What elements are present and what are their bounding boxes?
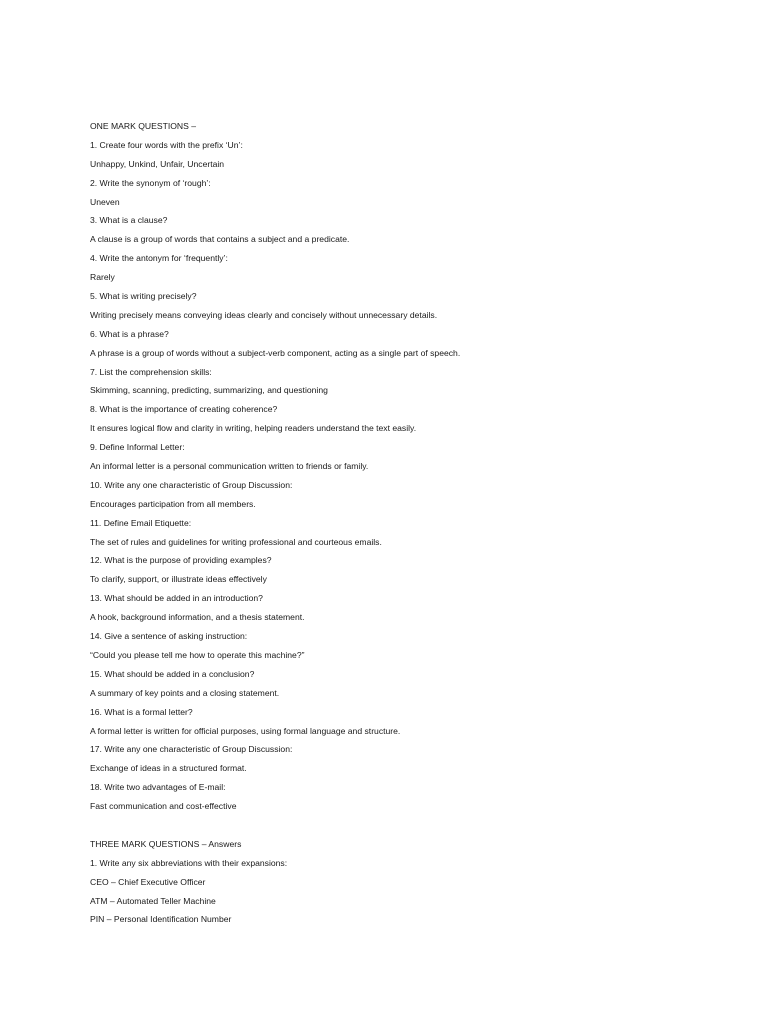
answer: Exchange of ideas in a structured format.	[90, 763, 247, 774]
question: 3. What is a clause?	[90, 215, 168, 226]
question: 4. Write the antonym for ‘frequently’:	[90, 253, 228, 264]
abbreviation-item: CEO – Chief Executive Officer	[90, 876, 206, 887]
question: 12. What is the purpose of providing examples?	[90, 555, 272, 566]
answer: Skimming, scanning, predicting, summarizing, and questioning	[90, 385, 328, 396]
answer: Uneven	[90, 196, 120, 207]
question: 14. Give a sentence of asking instruction:	[90, 631, 248, 642]
question: 1. Write any six abbreviations with their expansions:	[90, 857, 288, 868]
abbreviation-item: ATM – Automated Teller Machine	[90, 895, 216, 906]
question: 17. Write any one characteristic of Group Discussion:	[90, 744, 293, 755]
document-content	[90, 117, 710, 929]
answer: The set of rules and guidelines for writing professional and courteous emails.	[90, 536, 382, 547]
answer: A phrase is a group of words without a subject-verb component, acting as a single part of speech.	[90, 347, 461, 358]
question: 10. Write any one characteristic of Group Discussion:	[90, 479, 293, 490]
section-spacer	[90, 816, 710, 835]
answer: Fast communication and cost-effective	[90, 801, 237, 812]
question: 5. What is writing precisely?	[90, 291, 197, 302]
answer: It ensures logical flow and clarity in writing, helping readers understand the text easily.	[90, 423, 417, 434]
answer: Encourages participation from all members.	[90, 498, 256, 509]
question: 18. Write two advantages of E-mail:	[90, 782, 226, 793]
question: 9. Define Informal Letter:	[90, 442, 185, 453]
section-heading: THREE MARK QUESTIONS – Answers	[90, 838, 242, 849]
answer: “Could you please tell me how to operate this machine?”	[90, 649, 305, 660]
answer: An informal letter is a personal communication written to friends or family.	[90, 461, 369, 472]
answer: Unhappy, Unkind, Unfair, Uncertain	[90, 158, 225, 169]
answer: A summary of key points and a closing statement.	[90, 687, 280, 698]
section-heading: ONE MARK QUESTIONS –	[90, 121, 197, 131]
question: 16. What is a formal letter?	[90, 706, 193, 717]
question: 11. Define Email Etiquette:	[90, 517, 192, 528]
question: 13. What should be added in an introduction?	[90, 593, 263, 604]
answer: A formal letter is written for official purposes, using formal language and structure.	[90, 725, 401, 736]
answer: A clause is a group of words that contains a subject and a predicate.	[90, 234, 350, 245]
answer: To clarify, support, or illustrate ideas effectively	[90, 574, 267, 585]
question: 7. List the comprehension skills:	[90, 366, 212, 377]
question: 15. What should be added in a conclusion?	[90, 668, 255, 679]
answer: A hook, background information, and a thesis statement.	[90, 612, 305, 623]
question: 8. What is the importance of creating coherence?	[90, 404, 278, 415]
answer: Writing precisely means conveying ideas clearly and concisely without unnecessary details.	[90, 309, 438, 320]
abbreviation-item: PIN – Personal Identification Number	[90, 914, 232, 925]
question: 2. Write the synonym of ‘rough’:	[90, 177, 211, 188]
question: 1. Create four words with the prefix ‘Un’:	[90, 139, 243, 150]
answer: Rarely	[90, 272, 115, 283]
question: 6. What is a phrase?	[90, 328, 169, 339]
